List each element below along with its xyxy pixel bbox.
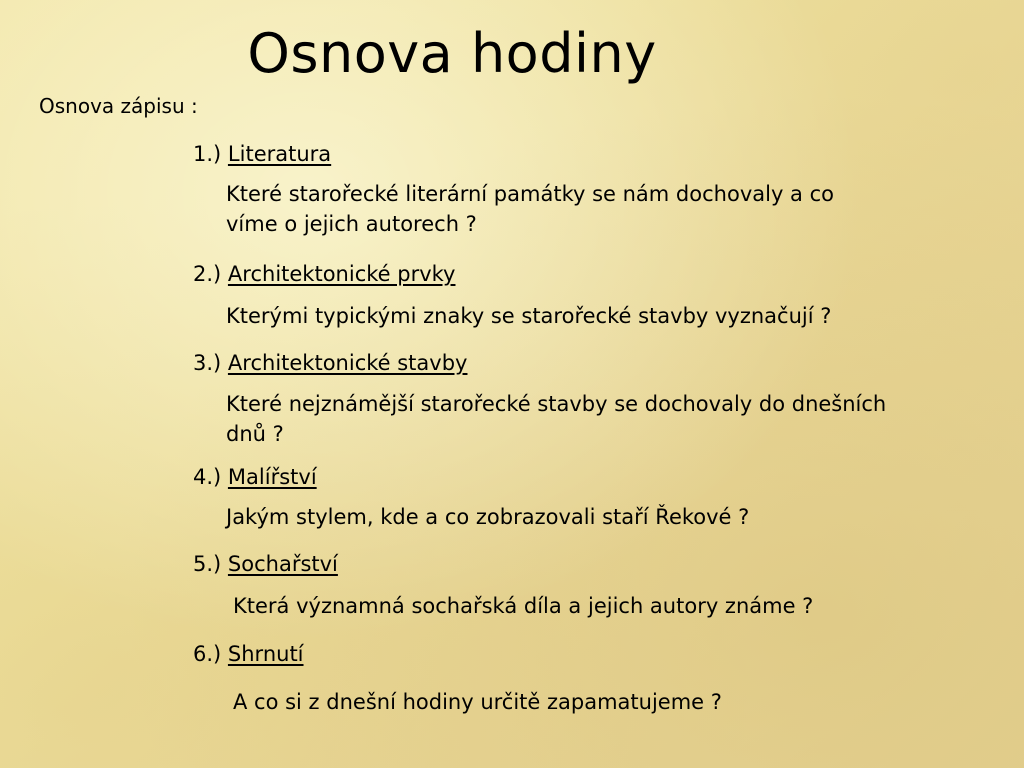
item-6-heading <box>193 642 304 666</box>
item-number: 6.) <box>193 642 222 666</box>
item-5-heading <box>193 552 338 576</box>
item-heading-text: Literatura <box>227 142 332 166</box>
item-4-heading <box>193 465 317 489</box>
item-1-question-line-2: víme o jejich autorech ? <box>226 212 477 236</box>
item-2-question-line-1: Kterými typickými znaky se starořecké stavby vyznačují ? <box>226 304 832 328</box>
item-number: 2.) <box>193 262 222 286</box>
item-1-heading <box>193 142 331 166</box>
item-heading-text: Malířství <box>227 465 317 489</box>
item-number: 5.) <box>193 552 222 576</box>
item-heading-text: Architektonické prvky <box>227 262 456 286</box>
item-number: 4.) <box>193 465 222 489</box>
item-4-question-line-1: Jakým stylem, kde a co zobrazovali staří Řekové ? <box>226 505 750 529</box>
item-heading-text: Sochařství <box>227 552 338 576</box>
item-2-heading <box>193 262 455 286</box>
item-3-question-line-1: Které nejznámější starořecké stavby se dochovaly do dnešních <box>226 392 887 416</box>
item-3-question-line-2: dnů ? <box>226 422 284 446</box>
outline-subtitle: Osnova zápisu : <box>39 94 198 118</box>
item-number: 1.) <box>193 142 222 166</box>
item-6-question-line-1: A co si z dnešní hodiny určitě zapamatujeme ? <box>233 690 722 714</box>
item-5-question-line-1: Která významná sochařská díla a jejich autory známe ? <box>233 594 814 618</box>
item-number: 3.) <box>193 351 222 375</box>
item-heading-text: Architektonické stavby <box>227 351 468 375</box>
item-1-question-line-1: Které starořecké literární památky se nám dochovaly a co <box>226 182 834 206</box>
slide-title: Osnova hodiny <box>247 22 657 85</box>
item-heading-text: Shrnutí <box>227 642 304 666</box>
item-3-heading <box>193 351 467 375</box>
